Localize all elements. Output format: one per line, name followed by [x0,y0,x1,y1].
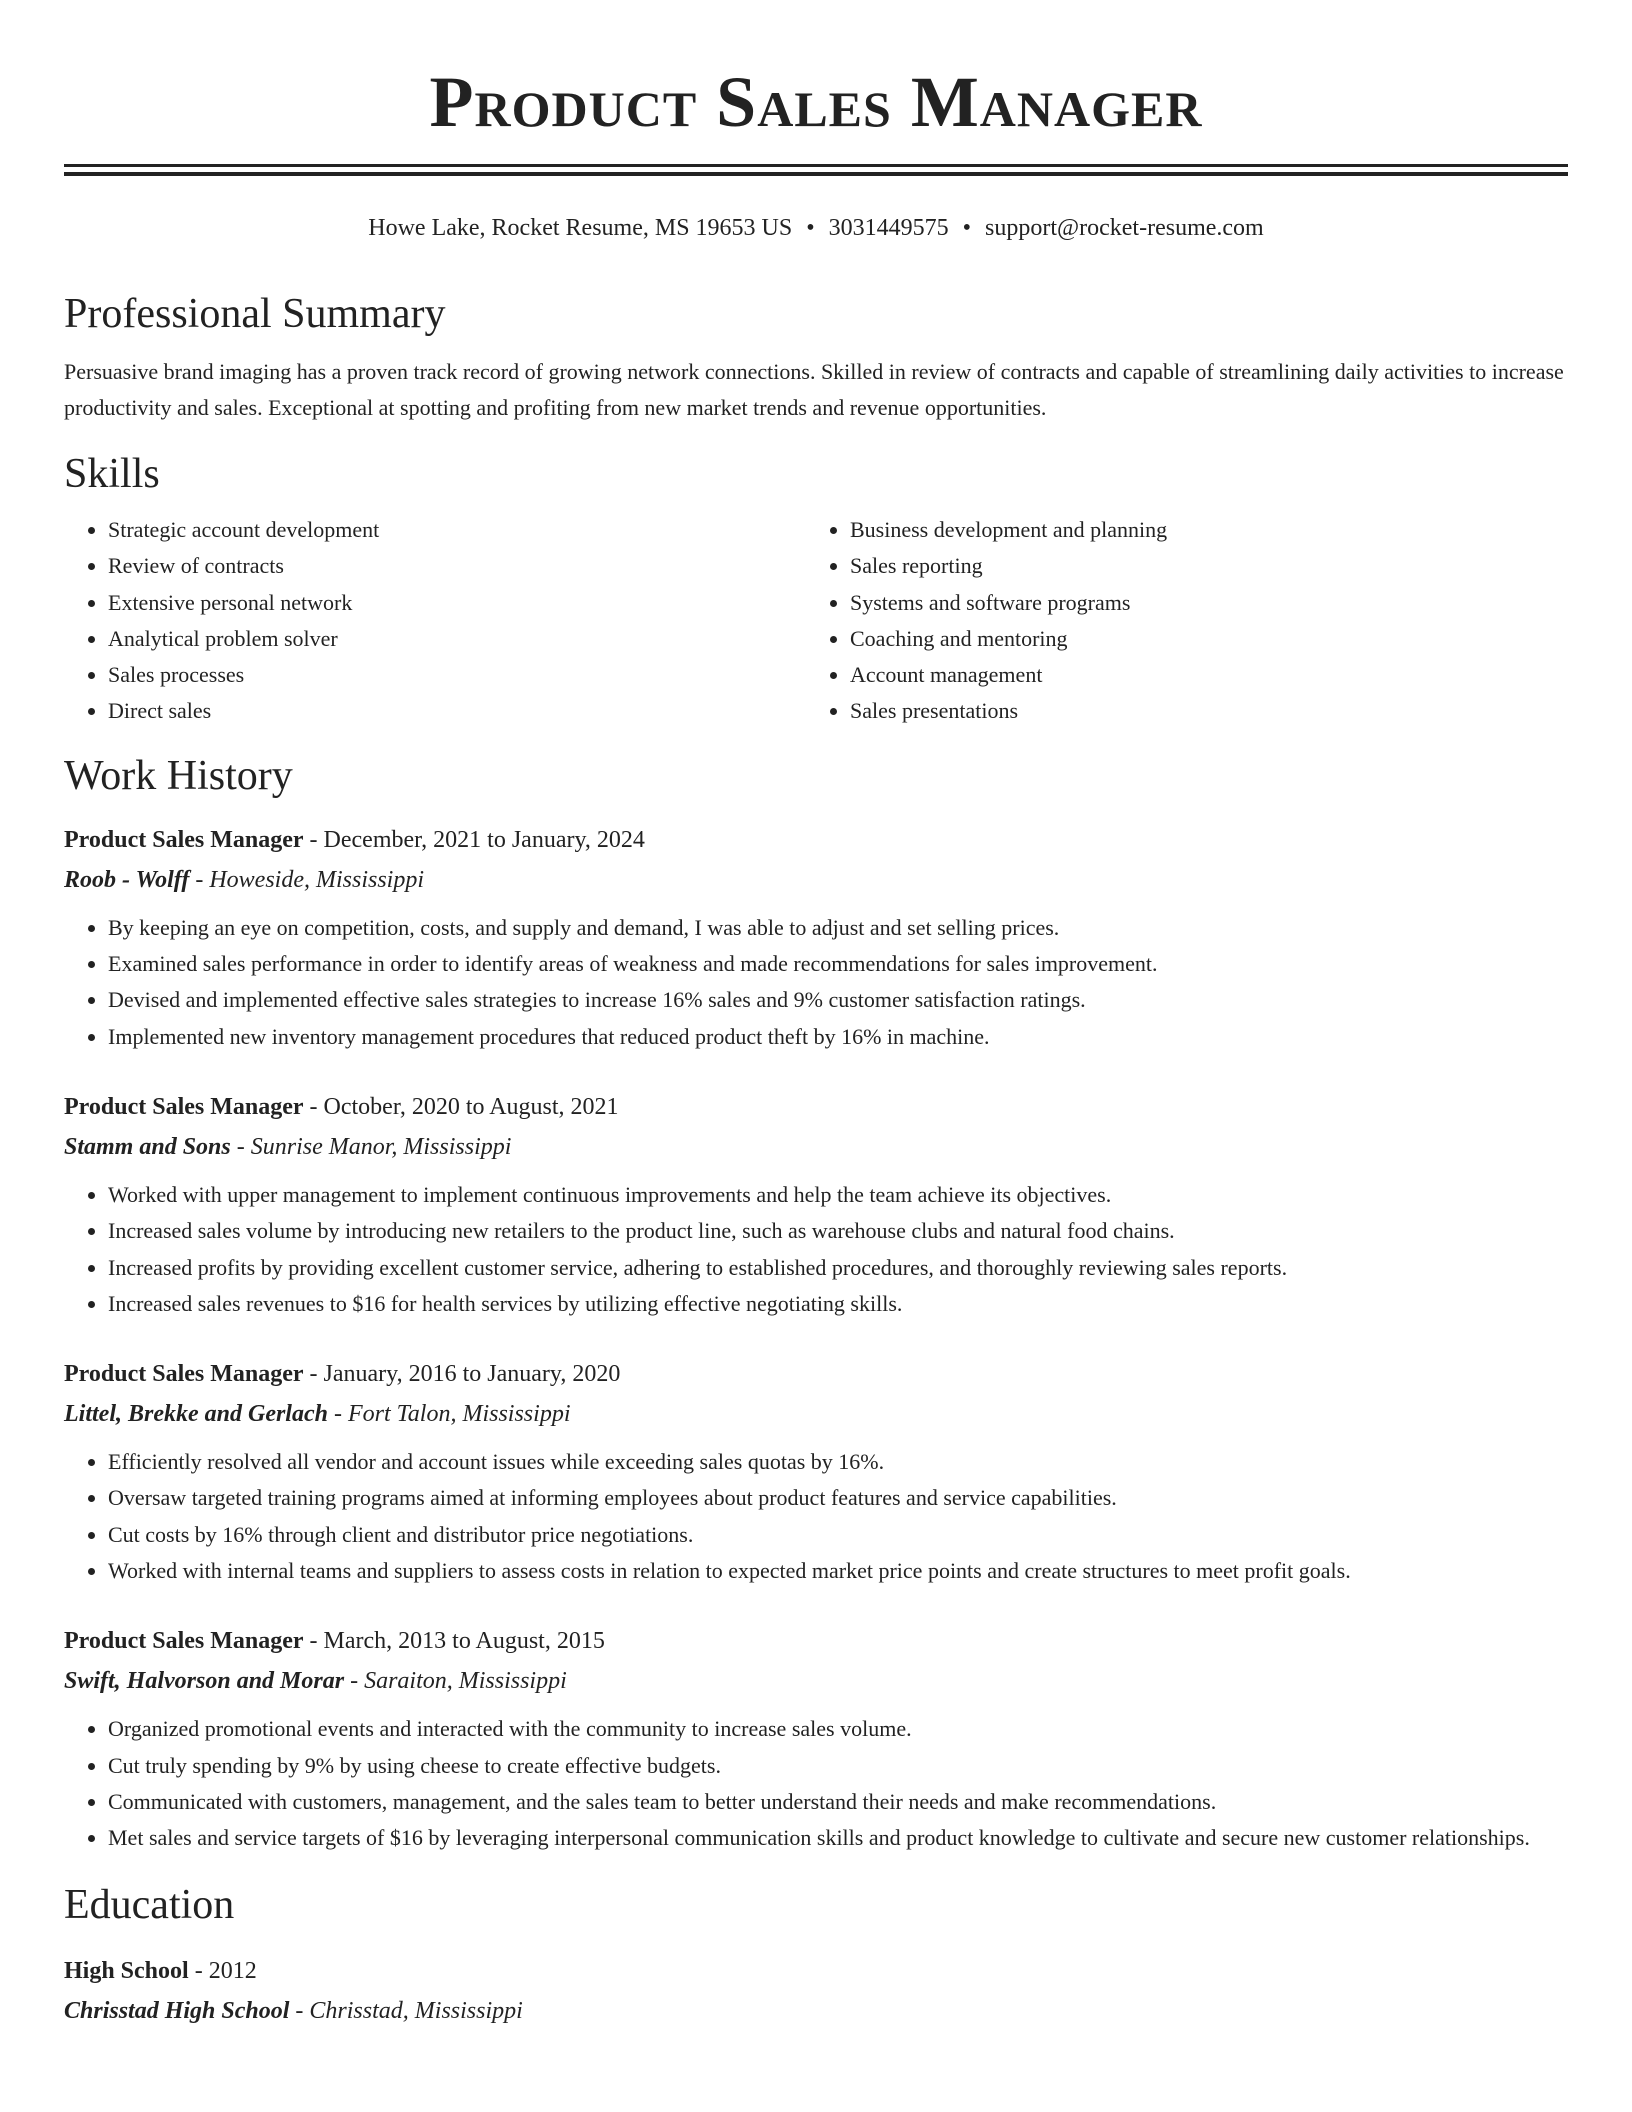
job-company-line [64,860,1568,900]
education-school: Chrisstad High School [64,1997,290,2024]
contact-separator: • [806,215,815,241]
header-rule-bottom [64,172,1568,176]
contact-separator: • [962,215,972,241]
job-entry [64,820,1568,1055]
job-company: Littel, Brekke and Gerlach [64,1401,328,1428]
job-dates: - October, 2020 to August, 2021 [303,1093,619,1120]
contact-line [64,212,1568,244]
job-company: Swift, Halvorson and Morar [64,1668,345,1695]
skills-list-right [806,512,1548,730]
job-bullets [64,910,1568,1055]
job-company: Stamm and Sons [64,1133,231,1160]
job-bullet: • By keeping an eye on competition, costs, and supply and demand, I was able to adjust and set selling prices. [108,910,1568,946]
job-company: Roob - Wolff [64,866,190,893]
job-title-line [64,1354,1568,1394]
job-location: - Saraiton, Mississippi [344,1668,567,1695]
skill-item: • Extensive personal network [108,585,806,621]
skills-heading: Skills [64,451,160,497]
skills-columns [64,512,1568,730]
job-bullet: • Communicated with customers, management, and the sales team to better understand their needs and make recommendations. [108,1784,1568,1820]
job-title-line [64,1087,1568,1127]
job-role: Product Sales Manager [64,1361,304,1388]
job-bullet: • Efficiently resolved all vendor and account issues while exceeding sales quotas by 16%. [108,1444,1568,1480]
contact-email: support@rocket-resume.com [985,215,1264,241]
skill-item: • Direct sales [108,693,806,729]
education-degree-line [64,1951,1568,1991]
skill-item: • Coaching and mentoring [850,621,1548,657]
job-bullet: • Examined sales performance in order to identify areas of weakness and made recommendations for sales improvement. [108,946,1568,982]
skills-list-left [64,512,806,730]
skill-item: • Sales presentations [850,693,1548,729]
education-entry [64,1951,1568,2031]
skill-item: • Account management [850,657,1548,693]
job-title-line [64,1621,1568,1661]
job-bullets [64,1177,1568,1322]
job-location: - Howeside, Mississippi [189,866,425,893]
job-bullet: • Organized promotional events and interacted with the community to increase sales volume. [108,1711,1568,1747]
job-bullets [64,1711,1568,1856]
skill-item: • Systems and software programs [850,585,1548,621]
job-entry [64,1354,1568,1589]
skill-item: • Review of contracts [108,548,806,584]
job-bullet: • Increased profits by providing excellent customer service, adhering to established procedures, and thoroughly reviewing sales reports. [108,1250,1568,1286]
job-bullet: • Increased sales volume by introducing new retailers to the product line, such as warehouse clubs and natural food chains. [108,1213,1568,1249]
education-heading: Education [64,1881,235,1928]
job-bullet: • Met sales and service targets of $16 by leveraging interpersonal communication skills and product knowledge to cultivate and secure new customer relationships. [108,1820,1568,1856]
skill-item: • Analytical problem solver [108,621,806,657]
job-location: - Sunrise Manor, Mississippi [230,1133,512,1160]
job-dates: - January, 2016 to January, 2020 [303,1361,621,1388]
resume-page [64,0,1568,2031]
education-school-line [64,1991,1568,2031]
job-role: Product Sales Manager [64,1093,304,1120]
job-bullet: • Devised and implemented effective sales strategies to increase 16% sales and 9% customer satisfaction ratings. [108,982,1568,1018]
resume-name: Product Sales Manager [429,62,1203,142]
job-bullet: • Worked with upper management to implement continuous improvements and help the team achieve its objectives. [108,1177,1568,1213]
job-company-line [64,1394,1568,1434]
job-role: Product Sales Manager [64,826,304,853]
work-history-heading: Work History [64,752,293,799]
skill-item: • Sales processes [108,657,806,693]
job-title-line [64,820,1568,860]
job-bullet: • Cut costs by 16% through client and distributor price negotiations. [108,1517,1568,1553]
job-bullet: • Worked with internal teams and suppliers to assess costs in relation to expected market price points and create structures to meet profit goals. [108,1553,1568,1589]
job-bullet: • Implemented new inventory management procedures that reduced product theft by 16% in machine. [108,1019,1568,1055]
job-dates: - March, 2013 to August, 2015 [303,1628,605,1655]
education-degree: High School [64,1957,189,1984]
summary-heading: Professional Summary [64,291,446,337]
summary-text: Persuasive brand imaging has a proven track record of growing network connections. Skilled in review of contracts and capable of streamlining daily activities to increase productivity and sales. Exceptional at spotting and profiting from new market trends and revenue opportunities. [64,359,1564,420]
job-entry [64,1087,1568,1322]
skill-item: • Strategic account development [108,512,806,548]
contact-phone: 3031449575 [828,215,949,241]
job-company-line [64,1661,1568,1701]
job-bullet: • Increased sales revenues to $16 for health services by utilizing effective negotiating skills. [108,1286,1568,1322]
job-bullets [64,1444,1568,1589]
header-rule-top [64,164,1568,167]
job-location: - Fort Talon, Mississippi [327,1401,571,1428]
skill-item: • Business development and planning [850,512,1548,548]
education-year: - 2012 [188,1957,257,1984]
education-location: - Chrisstad, Mississippi [289,1997,523,2024]
job-dates: - December, 2021 to January, 2024 [303,826,645,853]
job-role: Product Sales Manager [64,1628,304,1655]
job-company-line [64,1127,1568,1167]
job-bullet: • Cut truly spending by 9% by using cheese to create effective budgets. [108,1748,1568,1784]
job-entry [64,1621,1568,1856]
contact-address: Howe Lake, Rocket Resume, MS 19653 US [368,215,793,241]
job-bullet: • Oversaw targeted training programs aimed at informing employees about product features and service capabilities. [108,1480,1568,1516]
skill-item: • Sales reporting [850,548,1548,584]
